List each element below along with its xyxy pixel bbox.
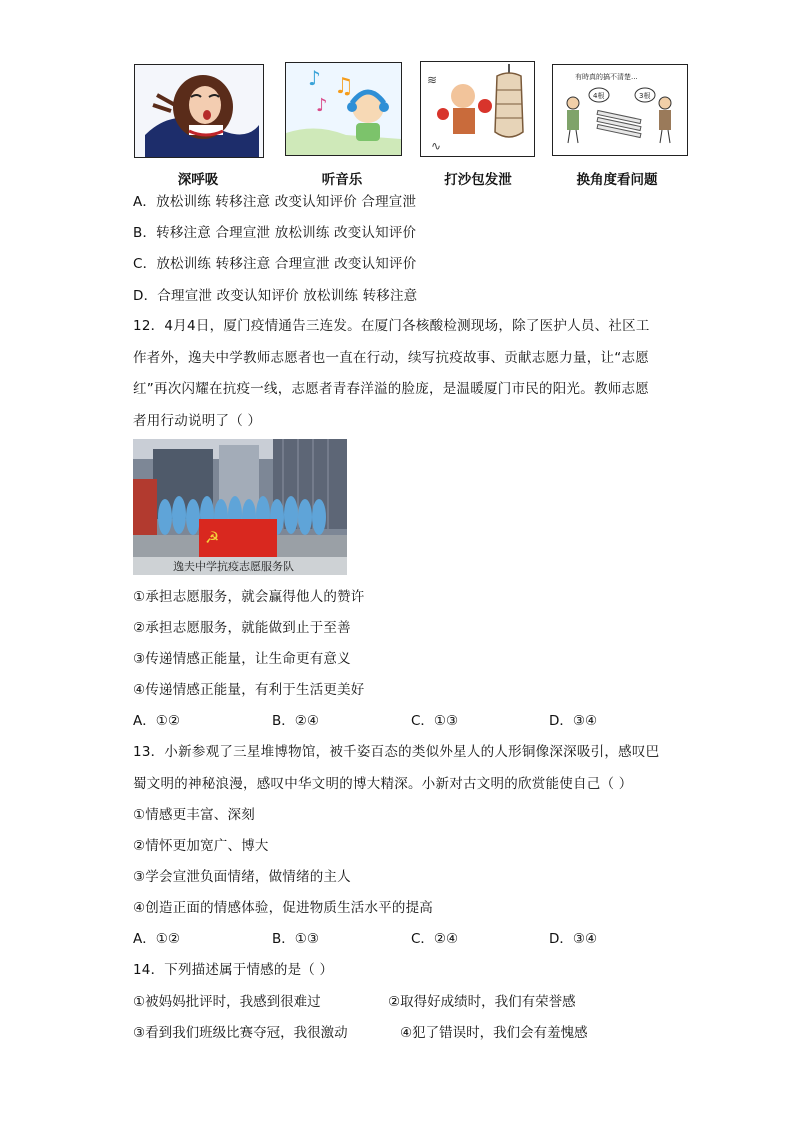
q13-choice-b: B．①③ <box>272 931 319 947</box>
q13-item-4: ④创造正面的情感体验，促进物质生活水平的提高 <box>133 900 434 916</box>
q12-stem: 12．4月4日，厦门疫情通告三连发。在厦门各核酸检测现场，除了医护人员、社区工作者外，逸夫中学教师志愿者也一直在行动，续写抗疫故事、贡献志愿力量，让“志愿红”再次闪耀在抗疫一线，志愿者青春洋溢的脸庞，是温暖厦门市民的阳光。教师志愿者用行动说明了（ ） <box>133 318 650 429</box>
q11-option-d: D．合理宣泄 改变认知评价 放松训练 转移注意 <box>133 288 418 304</box>
q12-item-3: ③传递情感正能量，让生命更有意义 <box>133 651 351 667</box>
volunteer-team-photo <box>133 439 347 575</box>
q14-item-1: ①被妈妈批评时，我感到很难过 <box>133 994 321 1010</box>
q12-choice-b: B．②④ <box>272 713 319 729</box>
caption-change-perspective: 换角度看问题 <box>576 172 658 188</box>
punching-bag-illustration <box>420 61 535 157</box>
q12-choice-d: D．③④ <box>549 713 598 729</box>
q13-choice-a: A．①② <box>133 931 180 947</box>
q13-choice-c: C．②④ <box>411 931 459 947</box>
q14-item-4: ④犯了错误时，我们会有羞愧感 <box>400 1025 588 1041</box>
q14-item-2: ②取得好成绩时，我们有荣誉感 <box>388 994 576 1010</box>
q12-item-1: ①承担志愿服务，就会赢得他人的赞许 <box>133 589 365 605</box>
photo-caption: 逸夫中学抗疫志愿服务队 <box>173 560 294 573</box>
q12-item-4: ④传递情感正能量，有利于生活更美好 <box>133 682 365 698</box>
q11-option-c: C．放松训练 转移注意 合理宣泄 改变认知评价 <box>133 256 417 272</box>
q14-item-3: ③看到我们班级比赛夺冠，我很激动 <box>133 1025 348 1041</box>
svg-text:♪: ♪ <box>316 95 328 116</box>
svg-text:∿: ∿ <box>431 139 442 153</box>
caption-punching-bag: 打沙包发泄 <box>444 172 512 188</box>
svg-text:♫: ♫ <box>334 74 354 99</box>
q13-choice-d: D．③④ <box>549 931 598 947</box>
perspective-inner-title: 有時真的搞不清楚... <box>575 73 638 81</box>
q13-item-1: ①情感更丰富、深刻 <box>133 807 255 823</box>
perspective-drawing <box>553 65 687 155</box>
q12-item-2: ②承担志愿服务，就能做到止于至善 <box>133 620 351 636</box>
perspective-illustration <box>552 64 688 156</box>
q11-option-b: B．转移注意 合理宣泄 放松训练 改变认知评价 <box>133 225 417 241</box>
music-illustration <box>285 62 402 156</box>
svg-text:≋: ≋ <box>427 73 438 87</box>
volunteer-photo-drawing <box>133 439 347 575</box>
music-drawing <box>286 63 401 155</box>
q12-choice-a: A．①② <box>133 713 180 729</box>
deep-breath-illustration <box>134 64 264 158</box>
q13-item-2: ②情怀更加宽广、博大 <box>133 838 269 854</box>
q11-option-a: A．放松训练 转移注意 改变认知评价 合理宣泄 <box>133 194 417 210</box>
q14-stem: 14．下列描述属于情感的是（ ） <box>133 962 334 978</box>
svg-text:☭: ☭ <box>205 528 220 547</box>
left-bubble-text: 4根 <box>593 92 605 100</box>
right-bubble-text: 3根 <box>639 92 651 100</box>
q13-item-3: ③学会宣泄负面情绪，做情绪的主人 <box>133 869 351 885</box>
svg-text:♪: ♪ <box>308 66 321 90</box>
deep-breath-drawing <box>135 65 263 157</box>
caption-listen-music: 听音乐 <box>321 172 363 188</box>
punching-bag-drawing <box>421 62 534 156</box>
q13-stem: 13．小新参观了三星堆博物馆，被千姿百态的类似外星人的人形铜像深深吸引，感叹巴蜀文明的神秘浪漫，感叹中华文明的博大精深。小新对古文明的欣赏能使自己（ ） <box>133 744 660 792</box>
q12-choice-c: C．①③ <box>411 713 459 729</box>
caption-deep-breath: 深呼吸 <box>177 172 219 188</box>
